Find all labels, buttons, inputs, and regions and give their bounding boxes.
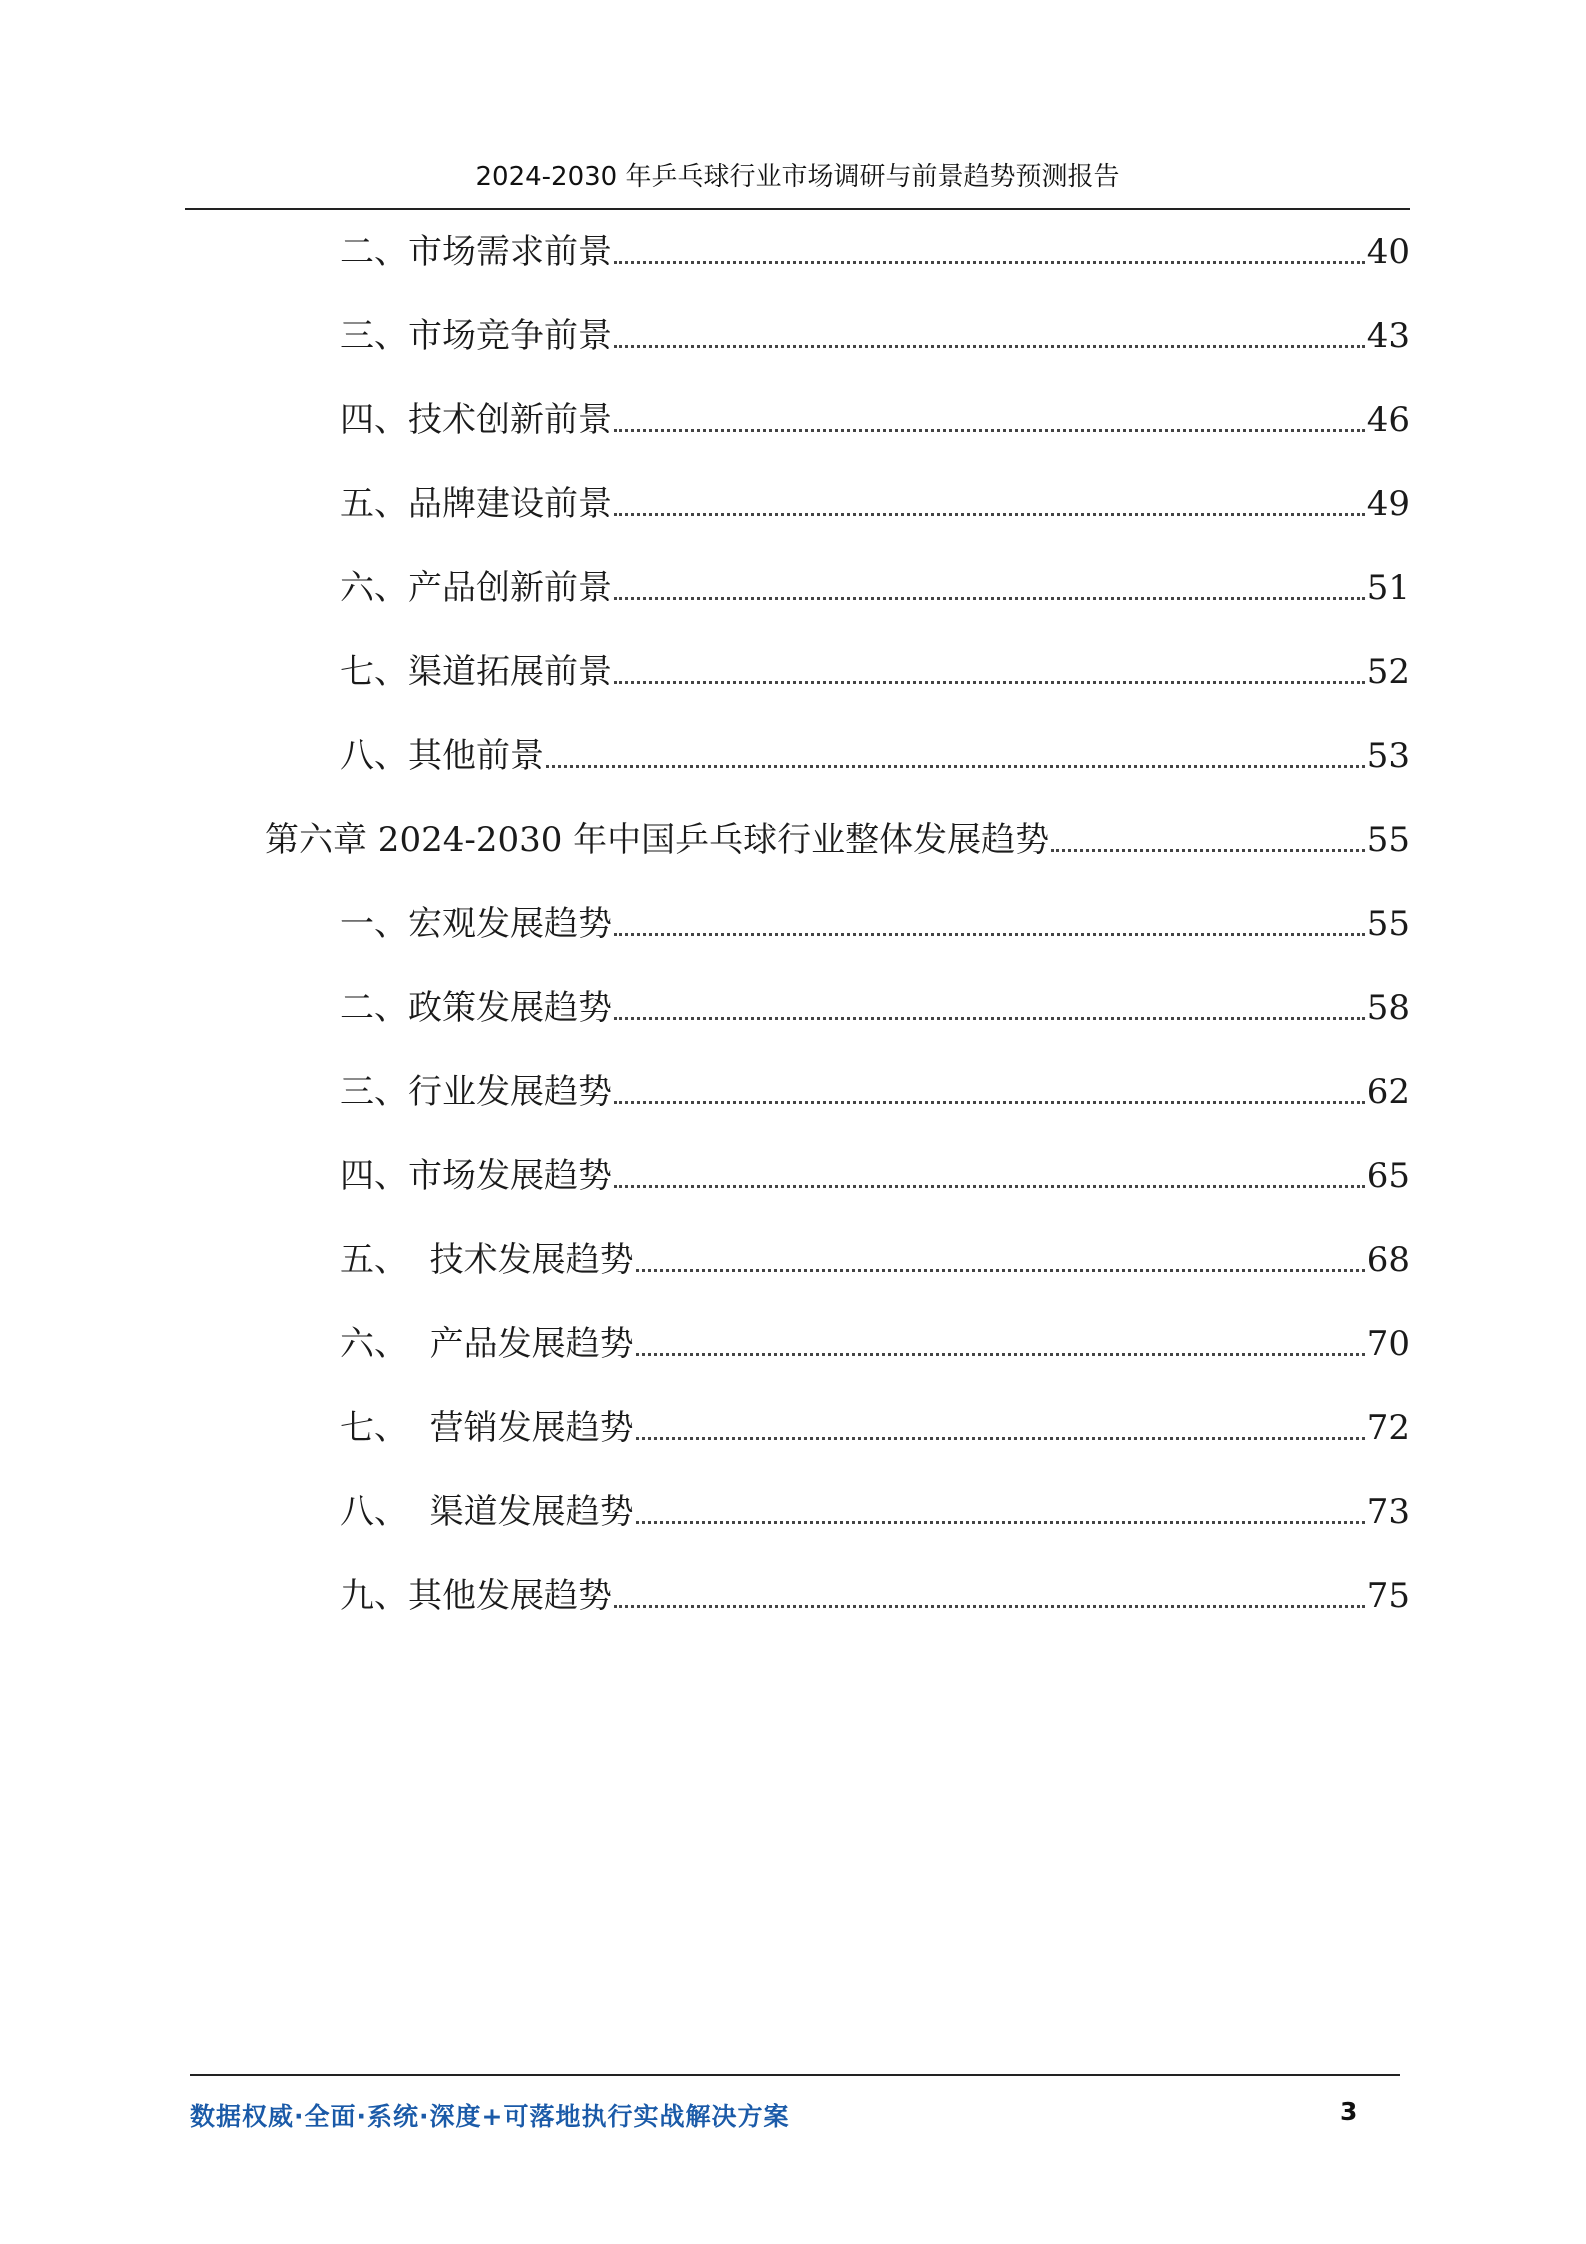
toc-entry-page: 43 xyxy=(1366,316,1410,356)
toc-entry-page: 49 xyxy=(1366,484,1410,524)
toc-entry-page: 46 xyxy=(1366,400,1410,440)
toc-entry[interactable] xyxy=(340,1406,1410,1450)
toc-entry[interactable] xyxy=(340,398,1410,442)
toc-entry[interactable] xyxy=(340,1238,1410,1282)
toc-entry[interactable] xyxy=(340,902,1410,946)
toc-entry-title: 五、 技术发展趋势 xyxy=(340,1240,634,1280)
toc-entry-page: 70 xyxy=(1366,1324,1410,1364)
toc-dot-leader xyxy=(636,1353,1365,1356)
page-number: 3 xyxy=(1340,2097,1358,2126)
toc-dot-leader xyxy=(614,513,1365,516)
footer-slogan: 数据权威·全面·系统·深度+可落地执行实战解决方案 xyxy=(190,2102,790,2131)
toc-chapter-entry[interactable] xyxy=(265,818,1410,862)
toc-dot-leader xyxy=(614,345,1365,348)
toc-dot-leader xyxy=(546,765,1365,768)
toc-dot-leader xyxy=(1051,849,1365,852)
toc-entry-title: 九、其他发展趋势 xyxy=(340,1576,612,1616)
toc-entry-title: 三、行业发展趋势 xyxy=(340,1072,612,1112)
toc-dot-leader xyxy=(614,1017,1365,1020)
toc-entry[interactable] xyxy=(340,1574,1410,1618)
toc-entry[interactable] xyxy=(340,314,1410,358)
toc-entry-title: 七、渠道拓展前景 xyxy=(340,652,612,692)
toc-dot-leader xyxy=(636,1269,1365,1272)
toc-entry[interactable] xyxy=(340,230,1410,274)
footer-divider xyxy=(190,2074,1400,2076)
header-divider xyxy=(185,208,1410,210)
toc-entry-title: 六、 产品发展趋势 xyxy=(340,1324,634,1364)
page-header-title: 2024-2030 年乒乓球行业市场调研与前景趋势预测报告 xyxy=(475,162,1120,192)
toc-entry[interactable] xyxy=(340,1070,1410,1114)
toc-entry-title: 四、市场发展趋势 xyxy=(340,1156,612,1196)
toc-entry[interactable] xyxy=(340,566,1410,610)
toc-entry-title: 五、品牌建设前景 xyxy=(340,484,612,524)
toc-dot-leader xyxy=(614,1605,1365,1608)
toc-entry-title: 七、 营销发展趋势 xyxy=(340,1408,634,1448)
toc-dot-leader xyxy=(614,429,1365,432)
toc-entry-title: 八、其他前景 xyxy=(340,736,544,776)
toc-entry-page: 65 xyxy=(1366,1156,1410,1196)
toc-entry-page: 55 xyxy=(1366,820,1410,860)
toc-entry-page: 62 xyxy=(1366,1072,1410,1112)
toc-entry-page: 72 xyxy=(1366,1408,1410,1448)
toc-entry-page: 73 xyxy=(1366,1492,1410,1532)
toc-entry-title: 三、市场竞争前景 xyxy=(340,316,612,356)
toc-entry-page: 68 xyxy=(1366,1240,1410,1280)
toc-dot-leader xyxy=(614,681,1365,684)
toc-entry-page: 40 xyxy=(1366,232,1410,272)
toc-entry[interactable] xyxy=(340,1154,1410,1198)
toc-entry-page: 53 xyxy=(1366,736,1410,776)
toc-entry-title: 第六章 2024-2030 年中国乒乓球行业整体发展趋势 xyxy=(265,820,1050,860)
toc-entry[interactable] xyxy=(340,482,1410,526)
toc-dot-leader xyxy=(614,933,1365,936)
toc-entry[interactable] xyxy=(340,650,1410,694)
toc-entry-page: 52 xyxy=(1366,652,1410,692)
toc-entry[interactable] xyxy=(340,986,1410,1030)
toc-entry-page: 75 xyxy=(1366,1576,1410,1616)
toc-dot-leader xyxy=(636,1437,1365,1440)
toc-entry[interactable] xyxy=(340,1490,1410,1534)
toc-entry[interactable] xyxy=(340,1322,1410,1366)
toc-entry[interactable] xyxy=(340,734,1410,778)
toc-entry-title: 二、政策发展趋势 xyxy=(340,988,612,1028)
toc-dot-leader xyxy=(614,1185,1365,1188)
toc-entry-title: 二、市场需求前景 xyxy=(340,232,612,272)
toc-dot-leader xyxy=(614,261,1365,264)
toc-dot-leader xyxy=(636,1521,1365,1524)
toc-entry-page: 51 xyxy=(1366,568,1410,608)
toc-entry-page: 55 xyxy=(1366,904,1410,944)
toc-dot-leader xyxy=(614,1101,1365,1104)
toc-entry-title: 四、技术创新前景 xyxy=(340,400,612,440)
toc-dot-leader xyxy=(614,597,1365,600)
toc-entry-title: 一、宏观发展趋势 xyxy=(340,904,612,944)
toc-entry-title: 八、 渠道发展趋势 xyxy=(340,1492,634,1532)
toc-entry-page: 58 xyxy=(1366,988,1410,1028)
toc-entry-title: 六、产品创新前景 xyxy=(340,568,612,608)
